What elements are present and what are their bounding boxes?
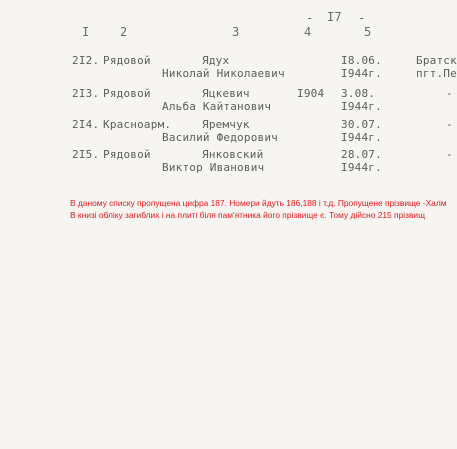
row-year-died: I944г. — [341, 100, 382, 113]
row-date: 3.08. — [341, 87, 376, 100]
row-year-died: I944г. — [341, 131, 382, 144]
row-name: Николай Николаевич — [162, 67, 285, 80]
row-year-died: I944г. — [341, 161, 382, 174]
row-date: I8.06. — [341, 54, 382, 67]
column-header-1: I — [82, 25, 90, 39]
row-surname: Яцкевич — [202, 87, 250, 100]
row-name: Альба Кайтанович — [162, 100, 272, 113]
row-burial-line1: - — [446, 87, 453, 100]
page-number-dash-left: - — [306, 11, 314, 25]
annotation-line-2: В книзі обліку загиблих і на плиті біля пам'ятника його прізвище є. Тому дійсно 215 прізвищ — [70, 210, 425, 220]
row-number: 2I2. — [72, 54, 100, 67]
annotation-line-1: В даному списку пропущена цифра 187. Номери йдуть 186,188 і т.д. Пропущене прізвище -Халм — [70, 198, 447, 208]
column-header-5: 5 — [364, 25, 372, 39]
row-number: 2I5. — [72, 148, 100, 161]
row-burial-line1: - — [446, 148, 453, 161]
row-surname: Ядух — [202, 54, 230, 67]
column-header-3: 3 — [232, 25, 240, 39]
row-burial-line1: - — [446, 118, 453, 131]
row-burial-line1: Братск — [416, 54, 457, 67]
column-header-4: 4 — [304, 25, 312, 39]
row-rank: Рядовой — [103, 87, 151, 100]
row-year-died: I944г. — [341, 67, 382, 80]
page-number-dash-right: - — [358, 11, 366, 25]
row-surname: Яремчук — [202, 118, 250, 131]
column-header-2: 2 — [120, 25, 128, 39]
page-number: I7 — [327, 10, 342, 24]
row-number: 2I3. — [72, 87, 100, 100]
row-name: Василий Федорович — [162, 131, 278, 144]
row-rank: Красноарм. — [103, 118, 172, 131]
row-date: 28.07. — [341, 148, 382, 161]
row-rank: Рядовой — [103, 54, 151, 67]
row-date: 30.07. — [341, 118, 382, 131]
row-birth-year: I904 — [297, 87, 325, 100]
row-surname: Янковский — [202, 148, 264, 161]
row-name: Виктор Иванович — [162, 161, 265, 174]
row-number: 2I4. — [72, 118, 100, 131]
row-burial-line2: пгт.Пе — [416, 67, 457, 80]
row-rank: Рядовой — [103, 148, 151, 161]
